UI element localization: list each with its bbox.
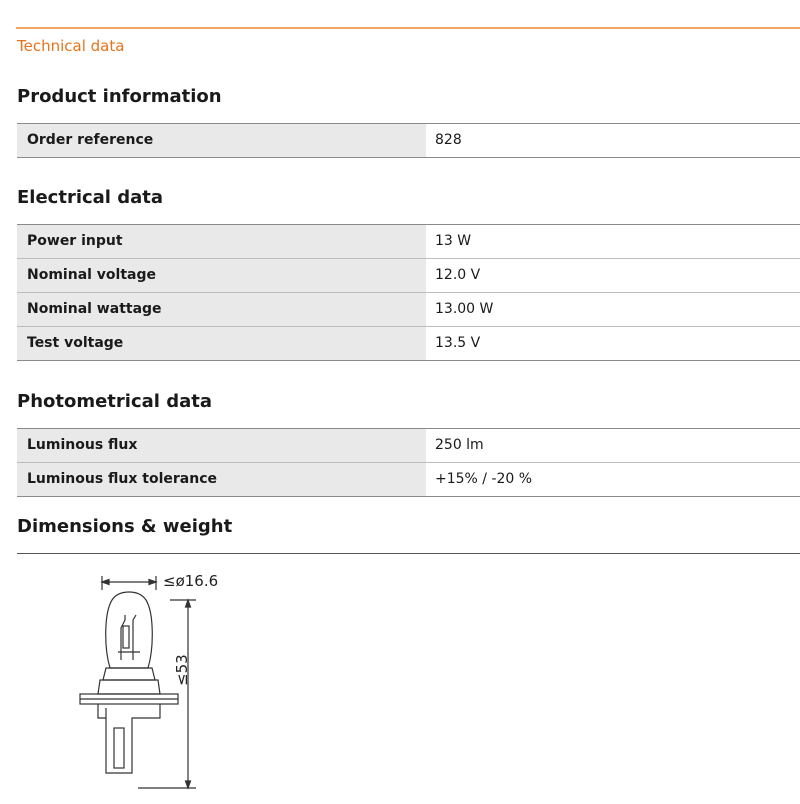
dimensions-rule <box>17 553 800 554</box>
table-row <box>17 462 800 496</box>
row-label: Luminous flux tolerance <box>17 463 426 496</box>
row-value: 13 W <box>426 225 800 258</box>
table-row <box>17 429 800 462</box>
table-row <box>17 225 800 258</box>
bulb-drawing-svg <box>60 568 240 800</box>
table-row <box>17 326 800 360</box>
row-label: Order reference <box>17 124 426 157</box>
table-row <box>17 258 800 292</box>
row-value: +15% / -20 % <box>426 463 800 496</box>
photometrical-section-title: Photometrical data <box>17 391 212 412</box>
table-row <box>17 292 800 326</box>
diameter-label: ≤ø16.6 <box>163 572 219 590</box>
row-value: 828 <box>426 124 800 157</box>
electrical-table <box>17 224 800 361</box>
table-row <box>17 124 800 157</box>
row-label: Luminous flux <box>17 429 426 462</box>
height-label: ≤53 <box>173 654 191 686</box>
row-value: 13.5 V <box>426 327 800 360</box>
row-label: Power input <box>17 225 426 258</box>
row-value: 13.00 W <box>426 293 800 326</box>
row-label: Nominal voltage <box>17 259 426 292</box>
electrical-section-title: Electrical data <box>17 187 164 208</box>
dimensions-section-title: Dimensions & weight <box>17 516 233 537</box>
product-table <box>17 123 800 158</box>
row-value: 12.0 V <box>426 259 800 292</box>
row-label: Test voltage <box>17 327 426 360</box>
photometrical-table <box>17 428 800 497</box>
product-section-title: Product information <box>17 86 222 107</box>
row-label: Nominal wattage <box>17 293 426 326</box>
bulb-dimension-drawing <box>60 568 240 804</box>
row-value: 250 lm <box>426 429 800 462</box>
page-title: Technical data <box>17 37 125 55</box>
header-accent-rule <box>16 27 800 29</box>
